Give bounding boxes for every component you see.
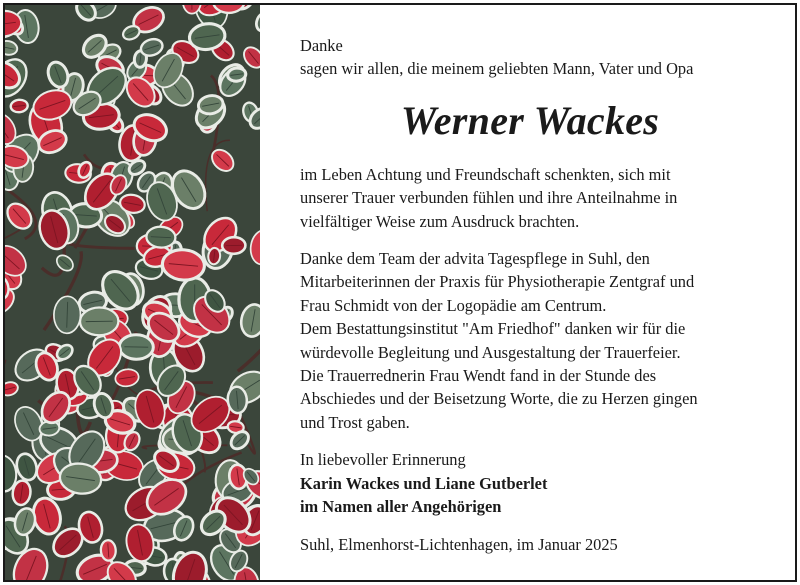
signer-names: Karin Wackes und Liane Gutberlet — [300, 473, 548, 493]
text-line: würdevolle Begleitung und Ausgestaltung der Trauerfeier. — [300, 342, 681, 362]
leaves-image — [5, 5, 260, 580]
obituary-card — [3, 3, 797, 582]
family-line: im Namen aller Angehörigen — [300, 497, 502, 517]
paragraph-1 — [300, 163, 770, 233]
text-line: Frau Schmidt von der Logopädie am Centrum. — [300, 295, 607, 315]
text-line: Dem Bestattungsinstitut "Am Friedhof" danken wir für die — [300, 319, 686, 339]
frosted-leaves-photo — [5, 5, 260, 580]
memory-line: In liebevoller Erinnerung — [300, 450, 466, 470]
intro-line: sagen wir allen, die meinem geliebten Mann, Vater und Opa — [300, 59, 694, 79]
notice-text — [300, 34, 770, 556]
text-line: Abschiedes und der Beisetzung Worte, die zu Herzen gingen — [300, 389, 698, 409]
closing-block — [300, 448, 770, 518]
paragraph-2 — [300, 247, 770, 434]
text-line: im Leben Achtung und Freundschaft schenkten, sich mit — [300, 164, 671, 184]
text-line: Mitarbeiterinnen der Praxis für Physiotherapie Zentgraf und — [300, 272, 695, 292]
text-line: und Trost gaben. — [300, 412, 410, 432]
text-line: Die Trauerrednerin Frau Wendt fand in der Stunde des — [300, 366, 657, 386]
text-line: Danke dem Team der advita Tagespflege in Suhl, den — [300, 249, 650, 269]
place-date: Suhl, Elmenhorst-Lichtenhagen, im Januar 2025 — [300, 534, 618, 554]
deceased-name: Werner Wackes — [400, 97, 660, 143]
thanks-heading: Danke — [300, 36, 343, 55]
text-line: vielfältiger Weise zum Ausdruck brachten. — [300, 211, 580, 231]
text-line: unserer Trauer verbunden fühlen und ihre Anteilnahme in — [300, 188, 678, 208]
